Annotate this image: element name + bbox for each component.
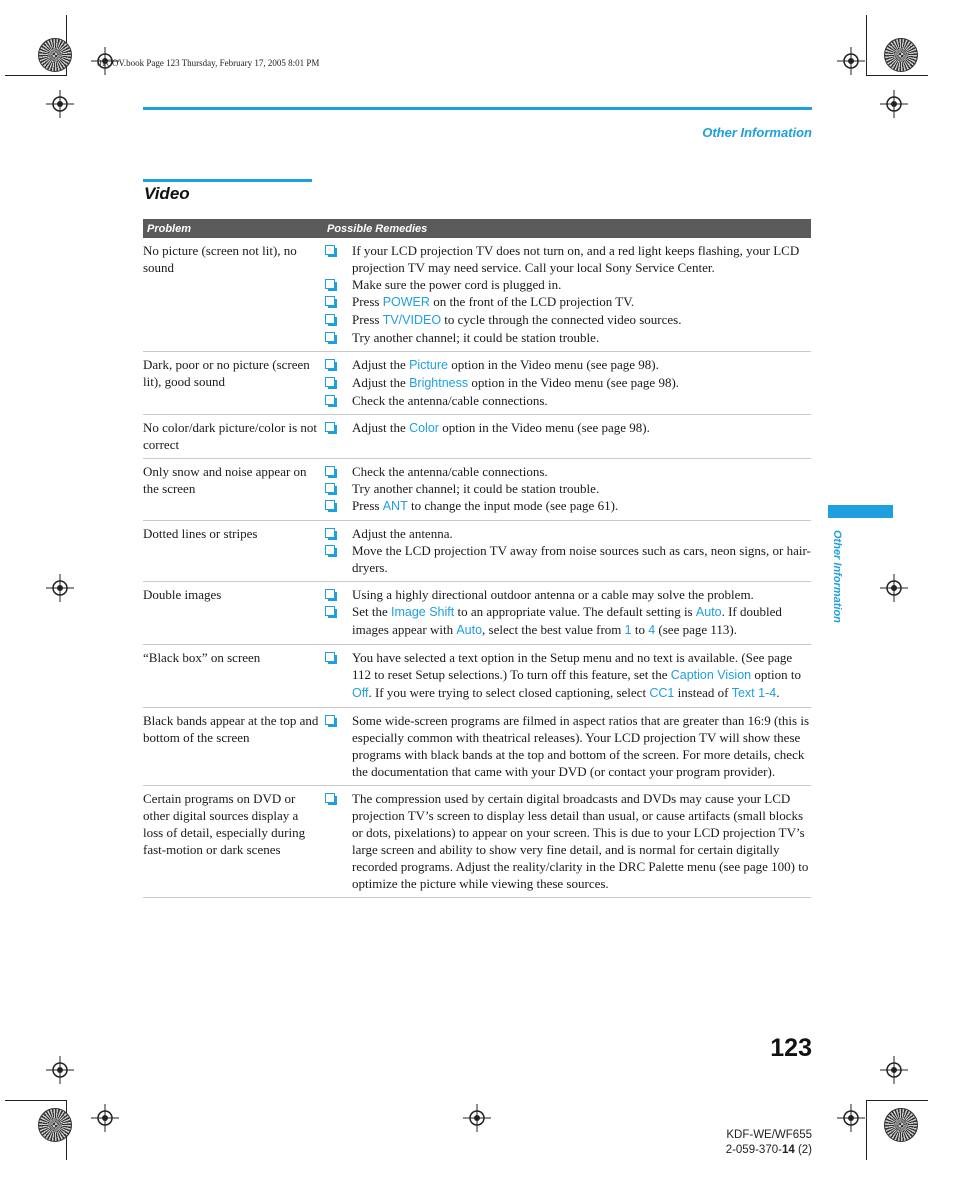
registration-mark-icon (880, 90, 908, 118)
remedy-segment: . (776, 685, 780, 700)
menu-term: 1 (624, 623, 632, 637)
remedy-item (323, 419, 811, 437)
remedies-cell (323, 356, 811, 409)
registration-mark-icon (837, 47, 865, 75)
remedy-segment: instead of (674, 685, 732, 700)
remedy-segment: Press (352, 294, 383, 309)
remedy-segment: on the front of the LCD projection TV. (429, 294, 635, 309)
remedy-segment: Check the antenna/cable connections. (352, 393, 548, 408)
checkbox-bullet-icon (325, 422, 335, 432)
menu-term: Brightness (409, 376, 469, 390)
remedy-text (352, 480, 811, 497)
remedy-item (323, 712, 811, 780)
part-number (690, 1143, 812, 1158)
remedy-segment: option in the Video menu (see page 98). (438, 420, 650, 435)
remedy-segment: Adjust the antenna. (352, 526, 453, 541)
remedy-segment: Try another channel; it could be station trouble. (352, 481, 600, 496)
checkbox-bullet-icon (325, 528, 335, 538)
remedy-text (352, 276, 811, 293)
print-slug: 01COV.book Page 123 Thursday, February 17, 2005 8:01 PM (97, 58, 320, 68)
table-row (143, 459, 811, 521)
header-rule (143, 107, 812, 110)
remedy-item (323, 790, 811, 892)
problem-cell: Dotted lines or stripes (143, 526, 258, 541)
section-title: Video (144, 184, 190, 203)
remedy-item (323, 329, 811, 346)
remedies-cell (323, 242, 811, 346)
remedy-text (352, 790, 811, 892)
remedy-segment: option in the Video menu (see page 98). (468, 375, 680, 390)
model-info (690, 1128, 812, 1158)
checkbox-bullet-icon (325, 466, 335, 476)
remedy-item (323, 525, 811, 542)
remedies-cell (323, 419, 811, 453)
table-header (143, 219, 811, 238)
registration-mark-icon (46, 90, 74, 118)
problem-cell: Black bands appear at the top and bottom of the screen (143, 713, 319, 745)
registration-mark-icon (880, 574, 908, 602)
crop-line (866, 15, 867, 75)
remedy-segment: Check the antenna/cable connections. (352, 464, 548, 479)
menu-term: Color (409, 421, 439, 435)
column-header-problem: Problem (147, 222, 192, 235)
remedy-segment: You have selected a text option in the Setup menu and no text is available. (See page 112 to reset Setup selections.) To turn off this feature, set the (352, 650, 793, 682)
remedy-segment: If your LCD projection TV does not turn on, and a red light keeps flashing, your LCD projection TV may need service. Call your local Sony Service Center. (352, 243, 800, 275)
table-row (143, 238, 811, 352)
remedy-segment: to an appropriate value. The default setting is (454, 604, 696, 619)
remedy-item (323, 463, 811, 480)
menu-term: Caption Vision (670, 668, 752, 682)
checkbox-bullet-icon (325, 359, 335, 369)
problem-cell: Dark, poor or no picture (screen lit), good sound (143, 357, 310, 389)
checkbox-bullet-icon (325, 715, 335, 725)
remedy-item (323, 586, 811, 603)
checkbox-bullet-icon (325, 395, 335, 405)
remedy-item (323, 311, 811, 329)
remedy-segment: Adjust the (352, 357, 410, 372)
menu-term: 4 (648, 623, 656, 637)
column-header-remedies: Possible Remedies (327, 222, 428, 235)
remedies-cell (323, 463, 811, 515)
table-row (143, 582, 811, 645)
color-target-icon (884, 38, 918, 72)
crop-line (5, 1100, 67, 1101)
remedy-item (323, 276, 811, 293)
remedy-text (352, 463, 811, 480)
remedy-item (323, 497, 811, 515)
remedy-item (323, 392, 811, 409)
menu-term: POWER (382, 295, 430, 309)
remedy-text (352, 712, 811, 780)
remedy-text (352, 649, 811, 702)
checkbox-bullet-icon (325, 483, 335, 493)
problem-cell: Only snow and noise appear on the screen (143, 464, 307, 496)
problem-cell: “Black box” on screen (143, 650, 261, 665)
checkbox-bullet-icon (325, 314, 335, 324)
remedy-text (352, 419, 811, 437)
remedy-segment: Press (352, 498, 383, 513)
checkbox-bullet-icon (325, 377, 335, 387)
remedy-text (352, 311, 811, 329)
side-label: Other Information (831, 530, 843, 623)
remedy-segment: Make sure the power cord is plugged in. (352, 277, 562, 292)
remedy-item (323, 480, 811, 497)
remedy-text (352, 542, 811, 576)
remedies-cell (323, 586, 811, 639)
troubleshooting-table (143, 219, 811, 898)
remedy-text (352, 374, 811, 392)
remedy-segment: option in the Video menu (see page 98). (447, 357, 659, 372)
checkbox-bullet-icon (325, 332, 335, 342)
remedy-segment: . If doubled images appear with (352, 604, 782, 637)
table-body (143, 238, 811, 898)
checkbox-bullet-icon (325, 545, 335, 555)
part-prefix: 2-059-370- (725, 1144, 782, 1156)
remedies-cell (323, 649, 811, 702)
registration-mark-icon (46, 574, 74, 602)
menu-term: TV/VIDEO (382, 313, 442, 327)
remedy-item (323, 542, 811, 576)
remedy-text (352, 242, 811, 276)
remedy-item (323, 356, 811, 374)
table-row (143, 521, 811, 582)
remedy-text (352, 293, 811, 311)
remedy-segment: Set the (352, 604, 391, 619)
side-tab (828, 505, 893, 518)
part-suffix: (2) (794, 1144, 812, 1156)
remedy-segment: option to (751, 667, 801, 682)
page-number: 123 (770, 1034, 812, 1062)
remedy-segment: to change the input mode (see page 61). (407, 498, 619, 513)
checkbox-bullet-icon (325, 296, 335, 306)
remedy-item (323, 293, 811, 311)
table-row (143, 786, 811, 898)
running-head: Other Information (702, 125, 812, 140)
checkbox-bullet-icon (325, 245, 335, 255)
checkbox-bullet-icon (325, 793, 335, 803)
remedy-segment: Using a highly directional outdoor antenna or a cable may solve the problem. (352, 587, 754, 602)
table-row (143, 708, 811, 786)
checkbox-bullet-icon (325, 606, 335, 616)
menu-term: Image Shift (391, 605, 455, 619)
menu-term: ANT (382, 499, 408, 513)
problem-cell: No picture (screen not lit), no sound (143, 243, 297, 275)
crop-line (866, 1100, 867, 1160)
remedy-text (352, 525, 811, 542)
menu-term: Picture (409, 358, 448, 372)
crop-line (5, 75, 67, 76)
remedy-item (323, 603, 811, 639)
remedy-text (352, 392, 811, 409)
remedy-segment: Adjust the (352, 375, 410, 390)
table-row (143, 415, 811, 459)
remedy-text (352, 586, 811, 603)
remedy-segment: . If you were trying to select closed captioning, select (368, 685, 650, 700)
color-target-icon (38, 38, 72, 72)
menu-term: Auto (695, 605, 722, 619)
registration-mark-icon (91, 1104, 119, 1132)
model-number: KDF-WE/WF655 (726, 1129, 812, 1141)
remedy-segment: to cycle through the connected video sources. (441, 312, 682, 327)
remedy-segment: Press (352, 312, 383, 327)
registration-mark-icon (46, 1056, 74, 1084)
remedy-segment: Some wide-screen programs are filmed in aspect ratios that are greater than 16:9 (this is especially common with theatrical releases). Your LCD projection TV will show these programs with black bands at the top and bottom of the screen. For more details, check the documentation that came with your DVD (or contact your program provider). (352, 713, 810, 779)
checkbox-bullet-icon (325, 652, 335, 662)
remedy-segment: Try another channel; it could be station trouble. (352, 330, 600, 345)
menu-term: CC1 (649, 686, 675, 700)
remedies-cell (323, 712, 811, 780)
remedy-item (323, 649, 811, 702)
checkbox-bullet-icon (325, 589, 335, 599)
problem-cell: Certain programs on DVD or other digital sources display a loss of detail, especially during fast-motion or dark scenes (143, 791, 306, 857)
checkbox-bullet-icon (325, 500, 335, 510)
remedy-segment: Adjust the (352, 420, 410, 435)
remedy-segment: (see page 113). (655, 622, 737, 637)
remedy-text (352, 329, 811, 346)
remedy-segment: to (631, 622, 649, 637)
remedy-text (352, 356, 811, 374)
section-rule (143, 179, 312, 182)
color-target-icon (884, 1108, 918, 1142)
crop-line (866, 75, 928, 76)
registration-mark-icon (837, 1104, 865, 1132)
remedies-cell (323, 790, 811, 892)
problem-cell: No color/dark picture/color is not correct (143, 420, 318, 452)
crop-line (866, 1100, 928, 1101)
checkbox-bullet-icon (325, 279, 335, 289)
menu-term: Text 1-4 (731, 686, 777, 700)
remedy-text (352, 603, 811, 639)
remedy-segment: The compression used by certain digital broadcasts and DVDs may cause your LCD projection TV’s screen to display less detail than usual, or cause artifacts (small blocks or dots, pixelations) to appear on your screen. This is due to your LCD projection TV’s large screen and ability to show very fine detail, and is normal for certain digitally recorded programs. Adjust the reality/clarity in the DRC Palette menu (see page 100) to optimize the picture while viewing these sources. (352, 791, 809, 891)
table-row (143, 645, 811, 708)
registration-mark-icon (463, 1104, 491, 1132)
remedies-cell (323, 525, 811, 576)
table-row (143, 352, 811, 415)
remedy-text (352, 497, 811, 515)
remedy-item (323, 242, 811, 276)
problem-cell: Double images (143, 587, 222, 602)
remedy-segment: Move the LCD projection TV away from noise sources such as cars, neon signs, or hair-dryers. (352, 543, 811, 575)
part-bold: 14 (781, 1144, 795, 1156)
remedy-item (323, 374, 811, 392)
registration-mark-icon (880, 1056, 908, 1084)
remedy-segment: , select the best value from (482, 622, 625, 637)
menu-term: Auto (456, 623, 483, 637)
menu-term: Off (352, 686, 369, 700)
color-target-icon (38, 1108, 72, 1142)
